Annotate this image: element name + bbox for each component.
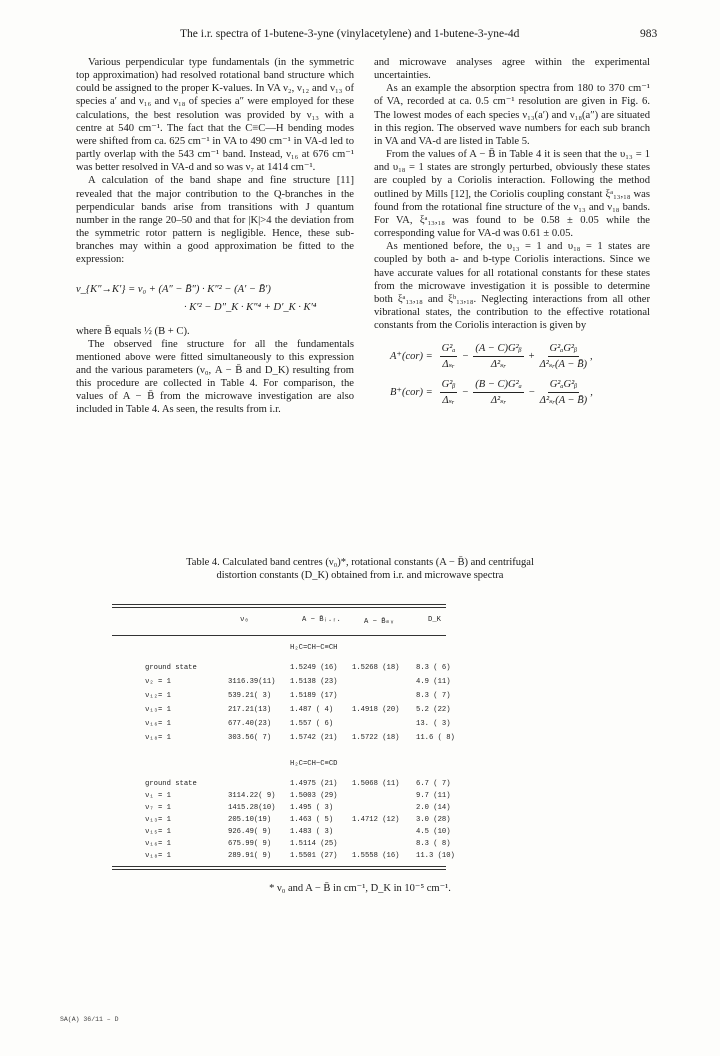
table-top-rule-2	[112, 607, 446, 608]
table-cell: 1.5068 (11)	[352, 780, 400, 788]
table-cell: 539.21( 3)	[228, 692, 272, 700]
table-cell: 1415.28(10)	[228, 804, 276, 812]
table-cell: 675.99( 9)	[228, 840, 272, 848]
table-cell: 4.5 (10)	[416, 828, 451, 836]
equation-b-cor: B⁺(cor) = $\frac{\text{G²ᵦ}}{\text{Δₛᵣ}}$ − $\frac{\text{(B − C)G²ₐ}}{\text{Δ²ₛᵣ}}$ − $\frac{\text{G²ₐG²ᵦ}}{\text{Δ²ₛᵣ(A − B̄)}}$ ,	[390, 379, 593, 407]
table-cell: 6.7 ( 7)	[416, 780, 451, 788]
section-title-va: H₂C=CH−C≡CH	[290, 644, 338, 652]
equation-line-1: ν_{K″→K′} = ν₀ + (A″ − B̄″) · K″² − (A′ − B̄′)	[76, 283, 271, 295]
table-cell: 1.5501 (27)	[290, 852, 338, 860]
table-cell: 3.0 (28)	[416, 816, 451, 824]
table-cell: 677.40(23)	[228, 720, 272, 728]
table-cell: 1.557 ( 6)	[290, 720, 334, 728]
right-paragraph-3: From the values of A − B̄ in Table 4 it is seen that the υ₁₃ = 1 and υ₁₈ = 1 states are strongly perturbed, obviously these states are coupled by a Coriolis interaction. Following the method outlined by Mills [12], the Coriolis coupling constant ξᵃ₁₃,₁₈ was found from the rotational fine structure of the ν₁₃ and ν₁₈ bands. For VA, ξᵃ₁₃,₁₈ was found to be 0.58 ± 0.05 while the corresponding value for VA-d was 0.61 ± 0.05.	[374, 149, 650, 240]
eq-a-term-1: $\frac{\text{G²ₐ}}{\text{Δₛᵣ}}$	[441, 343, 456, 371]
left-paragraph-2: A calculation of the band shape and fine structure [11] revealed that the major contribution to the Q-branches in the perpendicular bands arise from transitions with J quantum number in the range 20–50 and that for |K|>4 the deviation from the symmetric rotor pattern is negligible. Hence, these sub-branches may within a good approximation be fitted to the expression:	[76, 175, 354, 266]
equation-a-cor: A⁺(cor) = $\frac{\text{G²ₐ}}{\text{Δₛᵣ}}$ − $\frac{\text{(A − C)G²ᵦ}}{\text{Δ²ₛᵣ}}$ + $\frac{\text{G²ₐG²ᵦ}}{\text{Δ²ₛᵣ(A − B̄)}}$ ,	[390, 343, 593, 371]
footer-code: SA(A) 36/11 – D	[60, 1016, 119, 1023]
table-caption-block	[180, 556, 540, 582]
table-header-1: A − B̄ᵢ.ᵣ.	[302, 616, 341, 624]
table-cell: 8.3 ( 6)	[416, 664, 451, 672]
table-cell: 1.483 ( 3)	[290, 828, 334, 836]
table-cell: ν₁₃= 1	[145, 706, 171, 714]
table-cell: 8.3 ( 8)	[416, 840, 451, 848]
table-header-3: D_K	[428, 616, 441, 624]
eq-b-term-3: $\frac{\text{G²ₐG²ᵦ}}{\text{Δ²ₛᵣ(A − B̄)}}$	[539, 379, 588, 407]
table-cell: ground state	[145, 780, 197, 788]
table-cell: 8.3 ( 7)	[416, 692, 451, 700]
table-cell: 217.21(13)	[228, 706, 272, 714]
table-cell: 3114.22( 9)	[228, 792, 276, 800]
table-cell: 1.463 ( 5)	[290, 816, 334, 824]
eq-b-lhs: B⁺(cor) =	[390, 387, 433, 399]
table-cell: 1.5003 (29)	[290, 792, 338, 800]
table-bottom-rule	[112, 866, 446, 867]
left-paragraph-3: where B̄ equals ½ (B + C).	[76, 325, 190, 337]
table-cell: 1.4712 (12)	[352, 816, 400, 824]
table-cell: 926.49( 9)	[228, 828, 272, 836]
table-cell: 1.4918 (20)	[352, 706, 400, 714]
table-cell: 1.5138 (23)	[290, 678, 338, 686]
table-cell: 205.10(19)	[228, 816, 272, 824]
equation-line-2: · K′² − D″_K · K″⁴ + D′_K · K′⁴	[184, 301, 317, 313]
table-cell: 1.495 ( 3)	[290, 804, 334, 812]
eq-a-term-3: $\frac{\text{G²ₐG²ᵦ}}{\text{Δ²ₛᵣ(A − B̄)}}$	[539, 343, 587, 371]
table-cell: ν₁₈= 1	[145, 734, 171, 742]
left-paragraph-1: Various perpendicular type fundamentals (in the symmetric top approximation) had resolved rotational band structure which could be assigned to the proper K-values. In VA ν₂, ν₁₂ and ν₁₃ of species a′ and ν₁₆ and ν₁₈ of species a″ were employed for these calculations, the best resolution was provided by ν₁₃ with a centre at 540 cm⁻¹. The fact that the C≡C—H bending modes were shifted from ca. 625 cm⁻¹ in VA to 490 cm⁻¹ in VA-d led to partly overlap with the 543 cm⁻¹ band. Instead, ν₁₆ at 676 cm⁻¹ was better resolved in VA-d and so was ν₇ at 1414 cm⁻¹.	[76, 57, 354, 174]
table-footnote: * ν₀ and A − B̄ in cm⁻¹, D_K in 10⁻⁵ cm⁻¹.	[269, 883, 451, 894]
table-cell: 1.487 ( 4)	[290, 706, 334, 714]
eq-a-lhs: A⁺(cor) =	[390, 351, 433, 363]
table-cell: ν₁₅= 1	[145, 828, 171, 836]
eq-b-term-2: $\frac{\text{(B − C)G²ₐ}}{\text{Δ²ₛᵣ}}$	[475, 379, 522, 407]
table-cell: 1.5742 (21)	[290, 734, 338, 742]
table-top-rule	[112, 604, 446, 605]
table-cell: 1.5558 (16)	[352, 852, 400, 860]
table-cell: ν₁₆= 1	[145, 840, 171, 848]
table-cell: 1.5268 (18)	[352, 664, 400, 672]
table-cell: ν₁₃= 1	[145, 816, 171, 824]
table-header-2: A − B̄ₘᵥ	[364, 618, 395, 626]
page-number: 983	[640, 28, 658, 40]
left-column	[76, 56, 354, 417]
table-cell: 1.5114 (25)	[290, 840, 338, 848]
running-title: The i.r. spectra of 1-butene-3-yne (vinylacetylene) and 1-butene-3-yne-4d	[180, 28, 520, 40]
table-cell: ν₁₂= 1	[145, 692, 171, 700]
table-cell: 2.0 (14)	[416, 804, 451, 812]
running-header	[0, 28, 720, 46]
table-cell: ν₇ = 1	[145, 804, 171, 812]
table-cell: ν₁₈= 1	[145, 852, 171, 860]
table-cell: 1.5189 (17)	[290, 692, 338, 700]
right-paragraph-2: As an example the absorption spectra from 180 to 370 cm⁻¹ of VA, recorded at ca. 0.5 cm⁻¹ resolution are given in Fig. 6. The lowest modes of each species ν₁₃(a′) and ν₁₈(a″) are situated in this region. The observed wave numbers for each sub branch in VA and VA-d are listed in Table 5.	[374, 83, 650, 147]
table-cell: 289.91( 9)	[228, 852, 272, 860]
table-header-rule	[112, 635, 446, 636]
coriolis-equations	[374, 340, 650, 414]
right-paragraph-1: and microwave analyses agree within the experimental uncertainties.	[374, 57, 650, 82]
eq-a-term-2: $\frac{\text{(A − C)G²ᵦ}}{\text{Δ²ₛᵣ}}$	[475, 343, 522, 371]
table-cell: 303.56( 7)	[228, 734, 272, 742]
table-cell: 13. ( 3)	[416, 720, 451, 728]
table-cell: ν₁ = 1	[145, 792, 171, 800]
table-header-0: ν₀	[240, 616, 249, 624]
eq-b-term-1: $\frac{\text{G²ᵦ}}{\text{Δₛᵣ}}$	[441, 379, 456, 407]
table-cell: 1.5722 (18)	[352, 734, 400, 742]
table-cell: 9.7 (11)	[416, 792, 451, 800]
table-cell: 11.3 (10)	[416, 852, 455, 860]
table-cell: 5.2 (22)	[416, 706, 451, 714]
band-fit-equation	[76, 279, 354, 319]
table-cell: ν₂ = 1	[145, 678, 171, 686]
right-paragraph-4: As mentioned before, the υ₁₃ = 1 and υ₁₈ = 1 states are coupled by both a- and b-type Coriolis interactions. Since we have accurate values for all rotational constants for these states from the microwave investigation it is possible to determine both ξᵃ₁₃,₁₈ and ξᵇ₁₃,₁₈. Neglecting interactions from all other vibrational states, the contribution to the effective rotational constants from the Coriolis interaction is given by	[374, 241, 650, 332]
table-cell: 1.5249 (16)	[290, 664, 338, 672]
right-column	[374, 56, 650, 414]
table-bottom-rule-2	[112, 869, 446, 870]
table-cell: ground state	[145, 664, 197, 672]
table-cell: ν₁₆= 1	[145, 720, 171, 728]
table-cell: 4.9 (11)	[416, 678, 451, 686]
left-paragraph-4: The observed fine structure for all the fundamentals mentioned above were fitted simultaneously to this expression and the various parameters (ν₀, A − B̄ and D_K) resulting from this procedure are collected in Table 4. For comparison, the values of A − B̄ from the microwave investigation are also included in Table 4. As seen, the results from i.r.	[76, 338, 354, 416]
table-cell: 1.4975 (21)	[290, 780, 338, 788]
table-cell: 3116.39(11)	[228, 678, 276, 686]
table-cell: 11.6 ( 8)	[416, 734, 455, 742]
table-caption: Table 4. Calculated band centres (ν₀)*, rotational constants (A − B̄) and centrifugal distortion constants (D_K) obtained from i.r. and microwave spectra	[186, 557, 534, 581]
section-title-va-d: H₂C=CH−C≡CD	[290, 760, 338, 768]
